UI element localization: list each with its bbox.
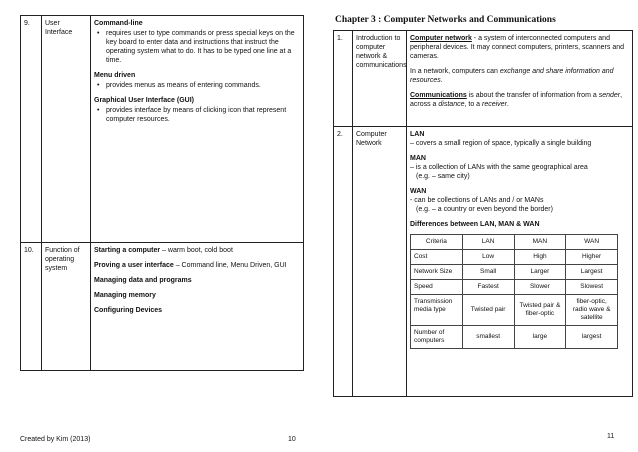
- comparison-table: [410, 234, 618, 349]
- line-label: Proving a user interface: [94, 262, 174, 269]
- table-cell: Slowest: [566, 280, 618, 295]
- footer-credit: Created by Kim (2013): [20, 436, 91, 443]
- row-content: [91, 243, 304, 371]
- page-number: 11: [607, 433, 615, 440]
- content-line: - can be collections of LANs and / or MANs: [410, 197, 544, 204]
- content-line: Configuring Devices: [94, 307, 163, 314]
- content-line: [94, 261, 300, 270]
- table-cell: largest: [566, 326, 618, 349]
- para-text: , across a: [410, 92, 623, 108]
- term-label: Computer network: [410, 35, 472, 42]
- table-row: [411, 250, 618, 265]
- table-row: [411, 280, 618, 295]
- row-content: [407, 31, 633, 127]
- table-cell: Twisted pair: [462, 295, 514, 326]
- table-cell: Slower: [514, 280, 566, 295]
- content-paragraph: [410, 67, 629, 85]
- section-heading: Differences between LAN, MAN & WAN: [410, 221, 540, 228]
- row-number: 2.: [334, 127, 353, 397]
- table-cell: Small: [462, 265, 514, 280]
- table-cell: Largest: [566, 265, 618, 280]
- table-header-row: [411, 235, 618, 250]
- section-heading: WAN: [410, 188, 427, 195]
- para-text: , to a: [464, 101, 482, 108]
- table-cell: Cost: [411, 250, 463, 265]
- row-number: 1.: [334, 31, 353, 127]
- row-number: 10.: [21, 243, 42, 371]
- term-text: - a system of interconnected computers and peripheral devices. It may connect computers, printers, scanners and cameras.: [410, 35, 624, 60]
- term-label: Communications: [410, 92, 467, 99]
- para-emphasis: distance: [438, 101, 465, 108]
- table-cell: Larger: [514, 265, 566, 280]
- para-emphasis: sender: [598, 92, 621, 99]
- right-page: [319, 0, 638, 452]
- content-line: – is a collection of LANs with the same geographical area: [410, 164, 588, 171]
- os-table: [20, 15, 304, 371]
- header-cell: LAN: [462, 235, 514, 250]
- section-heading: LAN: [410, 131, 425, 138]
- table-cell: Low: [462, 250, 514, 265]
- bullet-item: • provides interface by means of clicking icon that represent computer resources.: [94, 106, 300, 124]
- row-topic: User Interface: [42, 16, 91, 243]
- row-topic: Computer Network: [353, 127, 407, 397]
- table-row: [334, 31, 633, 127]
- table-cell: smallest: [462, 326, 514, 349]
- para-text: .: [506, 101, 509, 108]
- header-cell: MAN: [514, 235, 566, 250]
- network-table: [333, 30, 633, 397]
- para-emphasis: exchange and share information and resources.: [410, 68, 614, 84]
- table-cell: fiber-optic, radio wave & satellite: [566, 295, 618, 326]
- row-topic: Introduction to computer network & communications: [353, 31, 407, 127]
- table-row: [411, 326, 618, 349]
- row-content: [407, 127, 633, 397]
- header-cell: WAN: [566, 235, 618, 250]
- row-number: 9.: [21, 16, 42, 243]
- line-text: – warm boot, cold boot: [160, 247, 233, 254]
- table-cell: Higher: [566, 250, 618, 265]
- table-row: [21, 243, 304, 371]
- row-content: [91, 16, 304, 243]
- table-row: [21, 16, 304, 243]
- table-cell: Twisted pair & fiber-optic: [514, 295, 566, 326]
- chapter-title: Chapter 3 : Computer Networks and Communications: [335, 15, 556, 25]
- content-line: Managing memory: [94, 292, 156, 299]
- bullet-item: • requires user to type commands or press special keys on the key board to enter data and instructions that instruct the operating system what to do. It has to be typed one line at a time.: [94, 29, 300, 65]
- table-row: [334, 127, 633, 397]
- table-row: [411, 295, 618, 326]
- table-cell: large: [514, 326, 566, 349]
- section-heading: Command-line: [94, 20, 143, 27]
- content-paragraph: [410, 91, 629, 109]
- content-paragraph: [410, 34, 629, 61]
- table-cell: Number of computers: [411, 326, 463, 349]
- table-cell: Network Size: [411, 265, 463, 280]
- page-number: 10: [288, 436, 296, 443]
- content-line: (e.g. – a country or even beyond the border): [416, 206, 553, 213]
- content-line: Managing data and programs: [94, 277, 192, 284]
- table-cell: Transmission media type: [411, 295, 463, 326]
- table-cell: Fastest: [462, 280, 514, 295]
- content-line: – covers a small region of space, typically a single building: [410, 140, 592, 147]
- line-label: Starting a computer: [94, 247, 161, 254]
- bullet-item: • provides menus as means of entering commands.: [94, 81, 300, 90]
- para-text: In a network, computers can: [410, 68, 500, 75]
- row-topic: Function of operating system: [42, 243, 91, 371]
- table-row: [411, 265, 618, 280]
- section-heading: MAN: [410, 155, 426, 162]
- table-cell: Speed: [411, 280, 463, 295]
- para-text: is about the transfer of information from a: [466, 92, 599, 99]
- content-line: [94, 246, 300, 255]
- header-cell: Criteria: [411, 235, 463, 250]
- line-text: – Command line, Menu Driven, GUI: [173, 262, 287, 269]
- section-heading: Menu driven: [94, 72, 136, 79]
- para-emphasis: receiver: [482, 101, 507, 108]
- table-cell: High: [514, 250, 566, 265]
- content-line: (e.g. – same city): [416, 173, 470, 180]
- section-heading: Graphical User Interface (GUI): [94, 97, 194, 104]
